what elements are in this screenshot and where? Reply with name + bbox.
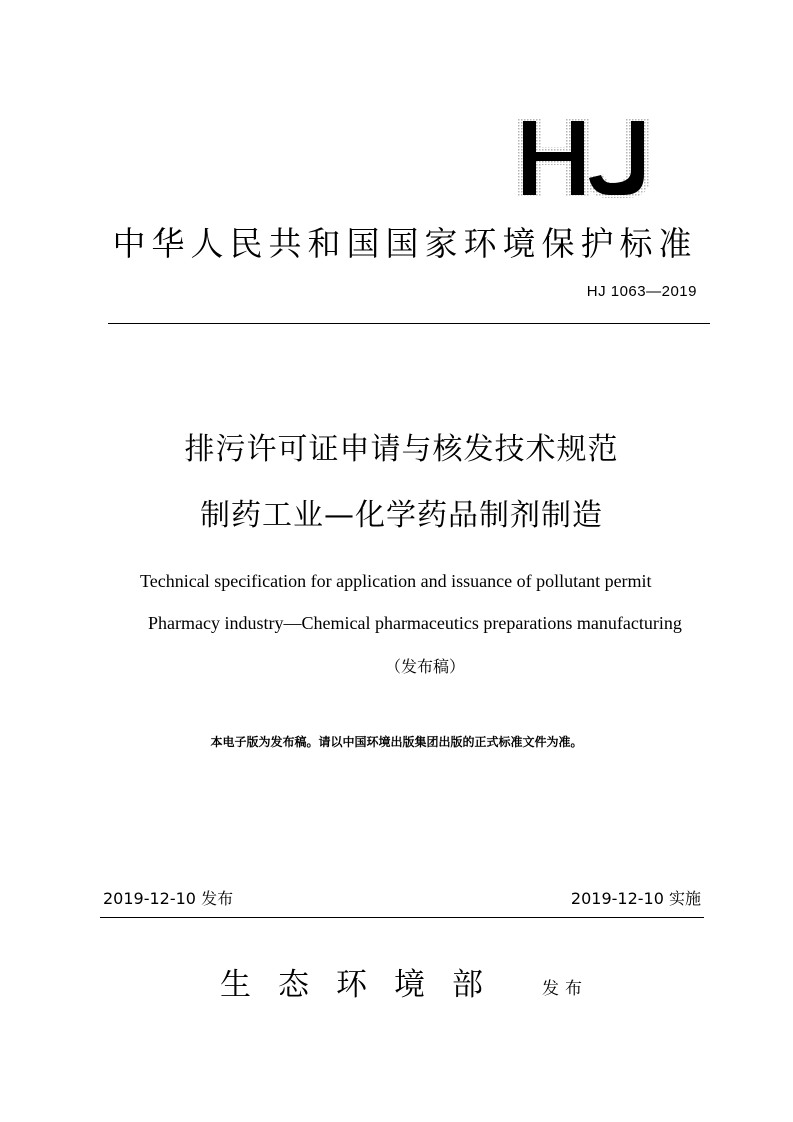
implementation-date: 2019-12-10 实施 [570, 889, 701, 908]
document-title-line-1: 排污许可证申请与核发技术规范 [184, 432, 619, 467]
hj-logo [518, 116, 664, 198]
draft-label: （发布稿） [384, 657, 465, 676]
standard-number: HJ 1063—2019 [586, 283, 697, 300]
issue-date: 2019-12-10 发布 [103, 889, 234, 908]
footer-divider [100, 917, 704, 918]
document-title-line-2: 制药工业—化学药品制剂制造 [200, 498, 603, 533]
english-title-line-2: Pharmacy industry—Chemical pharmaceutics preparations manufacturing [148, 613, 682, 633]
english-title-line-1: Technical specification for application and issuance of pollutant permit [140, 571, 652, 591]
issuing-action: 发布 [542, 979, 588, 999]
header-divider [108, 323, 710, 324]
agency-title: 中华人民共和国国家环境保护标准 [112, 224, 698, 263]
electronic-version-notice: 本电子版为发布稿。请以中国环境出版集团出版的正式标准文件为准。 [210, 735, 583, 749]
issuing-authority: 生态环境部 [220, 967, 510, 1003]
